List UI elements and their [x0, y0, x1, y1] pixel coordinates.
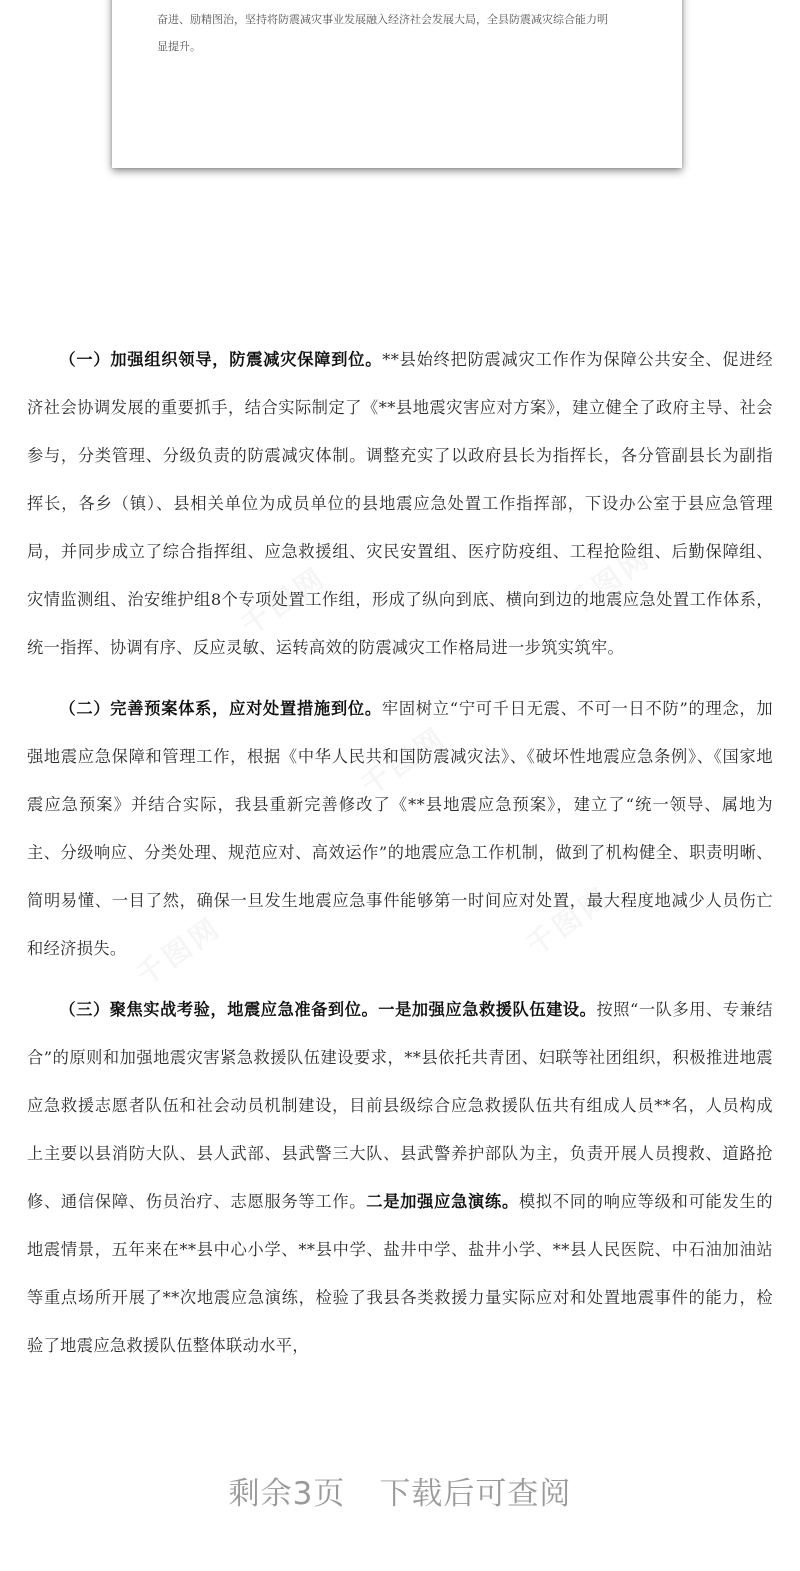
- download-prompt[interactable]: [0, 1468, 800, 1513]
- paragraph-heading: （二）完善预案体系，应对处置措施到位。: [59, 699, 382, 718]
- watermark: 千图网: [560, 540, 658, 623]
- preview-line-1: 奋进、励精图治，坚持将防震减灾事业发展融入经济社会发展大局，全县防震减灾综合能力明: [157, 13, 608, 26]
- preview-line-2: 显提升。: [157, 40, 201, 53]
- preview-text: [157, 6, 652, 60]
- paragraph-organization-leadership: [27, 336, 773, 672]
- remaining-pages-label: 剩余3页: [228, 1476, 346, 1512]
- subheading-rescue-team: 一是加强应急救援队伍建设。: [378, 1000, 597, 1019]
- subheading-drills: 二是加强应急演练。: [366, 1192, 519, 1211]
- paragraph-heading: （三）聚焦实战考验，地震应急准备到位。: [59, 1000, 379, 1019]
- watermark: 千图网: [130, 910, 228, 993]
- watermark: 千图网: [235, 560, 333, 643]
- paragraph-heading: （一）加强组织领导，防震减灾保障到位。: [59, 350, 383, 369]
- paragraph-text: 按照“一队多用、专兼结合”的原则和加强地震灾害紧急救援队伍建设要求，**县依托共青团、妇联等社团组织，积极推进地震应急救援志愿者队伍和社会动员机制建设，目前县级综合应急救援队伍共有组成人员**名，人员构成上主要以县消防大队、县人武部、县武警三大队、县武警养护部队为主，负责开展人员搜救、道路抢修、通信保障、伤员治疗、志愿服务等工作。: [27, 1000, 773, 1211]
- watermark: 千图网: [355, 720, 453, 803]
- paragraph-text: 牢固树立“宁可千日无震、不可一日不防”的理念，加强地震应急保障和管理工作，根据《中华人民共和国防震减灾法》、《破坏性地震应急条例》、《国家地震应急预案》并结合实际，我县重新完善修改了《**县地震应急预案》，建立了“统一领导、属地为主、分级响应、分类处理、规范应对、高效运作”的地震应急工作机制，做到了机构健全、职责明晰、简明易懂、一目了然，确保一旦发生地震应急事件能够第一时间应对处置，最大程度地减少人员伤亡和经济损失。: [27, 699, 773, 958]
- paragraph-text: **县始终把防震减灾工作作为保障公共安全、促进经济社会协调发展的重要抓手，结合实际制定了《**县地震灾害应对方案》，建立健全了政府主导、社会参与，分类管理、分级负责的防震减灾体制。调整充实了以政府县长为指挥长，各分管副县长为副指挥长，各乡（镇）、县相关单位为成员单位的县地震应急处置工作指挥部，下设办公室于县应急管理局，并同步成立了综合指挥组、应急救援组、灾民安置组、医疗防疫组、工程抢险组、后勤保障组、灾情监测组、治安维护组8个专项处置工作组，形成了纵向到底、横向到边的地震应急处置工作体系，统一指挥、协调有序、反应灵敏、运转高效的防震减灾工作格局进一步筑实筑牢。: [27, 350, 773, 657]
- paragraph-contingency-plan: [27, 685, 773, 973]
- paragraph-emergency-readiness: [27, 986, 773, 1370]
- paragraph-text: 模拟不同的响应等级和可能发生的地震情景，五年来在**县中心小学、**县中学、盐井中学、盐井小学、**县人民医院、中石油加油站等重点场所开展了**次地震应急演练，检验了我县各类救援力量实际应对和处置地震事件的能力，检验了地震应急救援队伍整体联动水平，: [27, 1192, 774, 1355]
- download-to-view-label: 下载后可查阅: [379, 1476, 572, 1512]
- document-body: [27, 336, 773, 1370]
- watermark: 千图网: [520, 880, 618, 963]
- previous-page-preview: [112, 0, 682, 168]
